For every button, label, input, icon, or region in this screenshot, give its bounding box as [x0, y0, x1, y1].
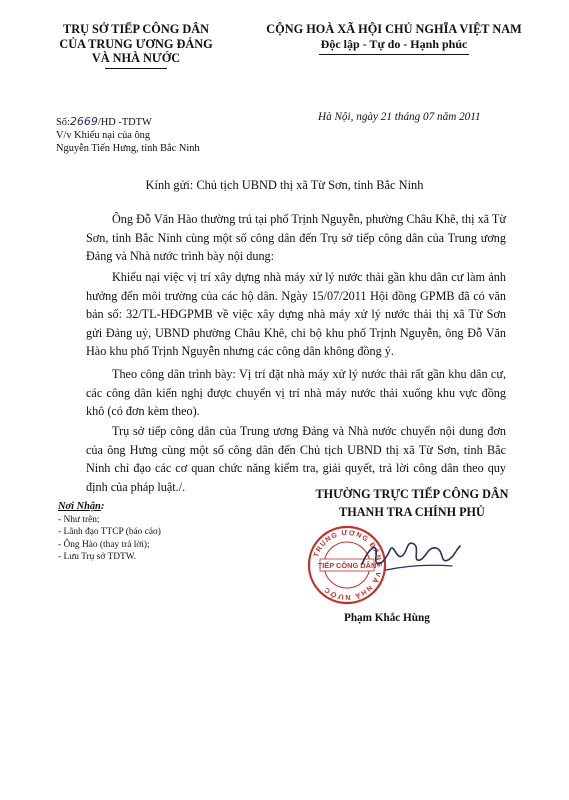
agency-underline — [105, 68, 167, 69]
document-number — [56, 115, 200, 129]
recipient-item: - Lưu Trụ sở TDTW. — [58, 552, 137, 563]
agency-line-1: TRỤ SỞ TIẾP CÔNG DÂN — [63, 22, 209, 36]
handwritten-signature — [356, 530, 466, 582]
doc-number-suffix: /HD -TDTW — [97, 117, 152, 128]
subject-line-2: Nguyễn Tiến Hưng, tỉnh Bắc Ninh — [56, 143, 200, 154]
signatory-title-line-2: THANH TRA CHÍNH PHỦ — [339, 504, 485, 519]
signatory-title-line-1: THƯỜNG TRỰC TIẾP CÔNG DÂN — [315, 487, 509, 501]
subject-line-1: V/v Khiếu nại của ông — [56, 130, 151, 141]
national-motto: Độc lập - Tự do - Hạnh phúc — [320, 37, 468, 51]
country-name: CỘNG HOÀ XÃ HỘI CHỦ NGHĨA VIỆT NAM — [266, 22, 522, 36]
signature-stroke — [362, 543, 460, 564]
recipients-title-colon: : — [100, 501, 105, 512]
body-paragraph-2: Khiếu nại việc vị trí xây dựng nhà máy xử lý nước thải gần khu dân cư làm ảnh hưởng đến môi trường của các hộ dân. Ngày 15/07/2011 Hội đồng GPMB đã có văn bản số: 32/TL-HĐGPMB về việc xây dựng nhà máy xử lý nước thải thị xã Từ Sơn gửi Đảng uỷ, UBND phường Châu Khê, chi bộ khu phố Trịnh Nguyễn, ông Đỗ Văn Hào khu phố Trịnh Nguyễn nhưng các công dân không đồng ý. — [86, 270, 506, 359]
recipient-item: - Lãnh đạo TTCP (báo cáo) — [58, 527, 161, 538]
doc-number-prefix: Số: — [56, 117, 70, 128]
national-header — [244, 22, 544, 55]
signatory-title — [276, 486, 548, 521]
signer-name: Phạm Khắc Hùng — [344, 612, 430, 624]
seal-center-text: TIẾP CÔNG DÂN — [317, 561, 377, 570]
recipients-block — [58, 501, 161, 564]
seal-ring-text: TRUNG ƯƠNG ĐẢNG VÀ NHÀ NƯỚC — [313, 529, 383, 601]
salutation: Kính gửi: Chủ tịch UBND thị xã Từ Sơn, tỉnh Bắc Ninh — [145, 178, 424, 192]
motto-underline — [319, 54, 469, 55]
issuing-agency-header — [28, 22, 244, 69]
recipients-title: Nơi Nhận — [58, 501, 101, 512]
recipients-heading — [58, 501, 161, 514]
doc-number-handwritten: 2669 — [69, 115, 98, 128]
body-paragraph-1: Ông Đỗ Văn Hào thường trú tại phố Trịnh Nguyễn, phường Châu Khê, thị xã Từ Sơn, tỉnh Bắc Ninh cùng một số công dân đến Trụ sở tiếp công dân của Trung ương Đảng và Nhà nước trình bày nội dung: — [86, 212, 506, 264]
agency-line-3: VÀ NHÀ NƯỚC — [91, 51, 181, 65]
signature-underline — [386, 565, 452, 570]
body-paragraph-3: Theo công dân trình bày: Vị trí đặt nhà máy xử lý nước thải rất gần khu dân cư, các công dân kiến nghị được chuyển vị trí nhà máy nước thải xuống khu vực đồng khô (có đơn kèm theo). — [86, 367, 506, 419]
recipient-item: - Ông Hào (thay trả lời); — [58, 539, 150, 550]
recipient-item: - Như trên; — [58, 514, 100, 525]
document-number-block — [56, 115, 200, 155]
body-paragraph-4: Trụ sở tiếp công dân của Trung ương Đảng và Nhà nước chuyển nội dung đơn của ông Hưng cùng một số công dân đến Chủ tịch UBND thị xã Từ Sơn, tỉnh Bắc Ninh chỉ đạo các cơ quan chức năng kiểm tra, giải quyết, trả lời công dân theo quy định của pháp luật./. — [86, 424, 506, 494]
agency-line-2: CỦA TRUNG ƯƠNG ĐẢNG — [59, 36, 213, 51]
place-and-date: Hà Nội, ngày 21 tháng 07 năm 2011 — [318, 111, 481, 123]
